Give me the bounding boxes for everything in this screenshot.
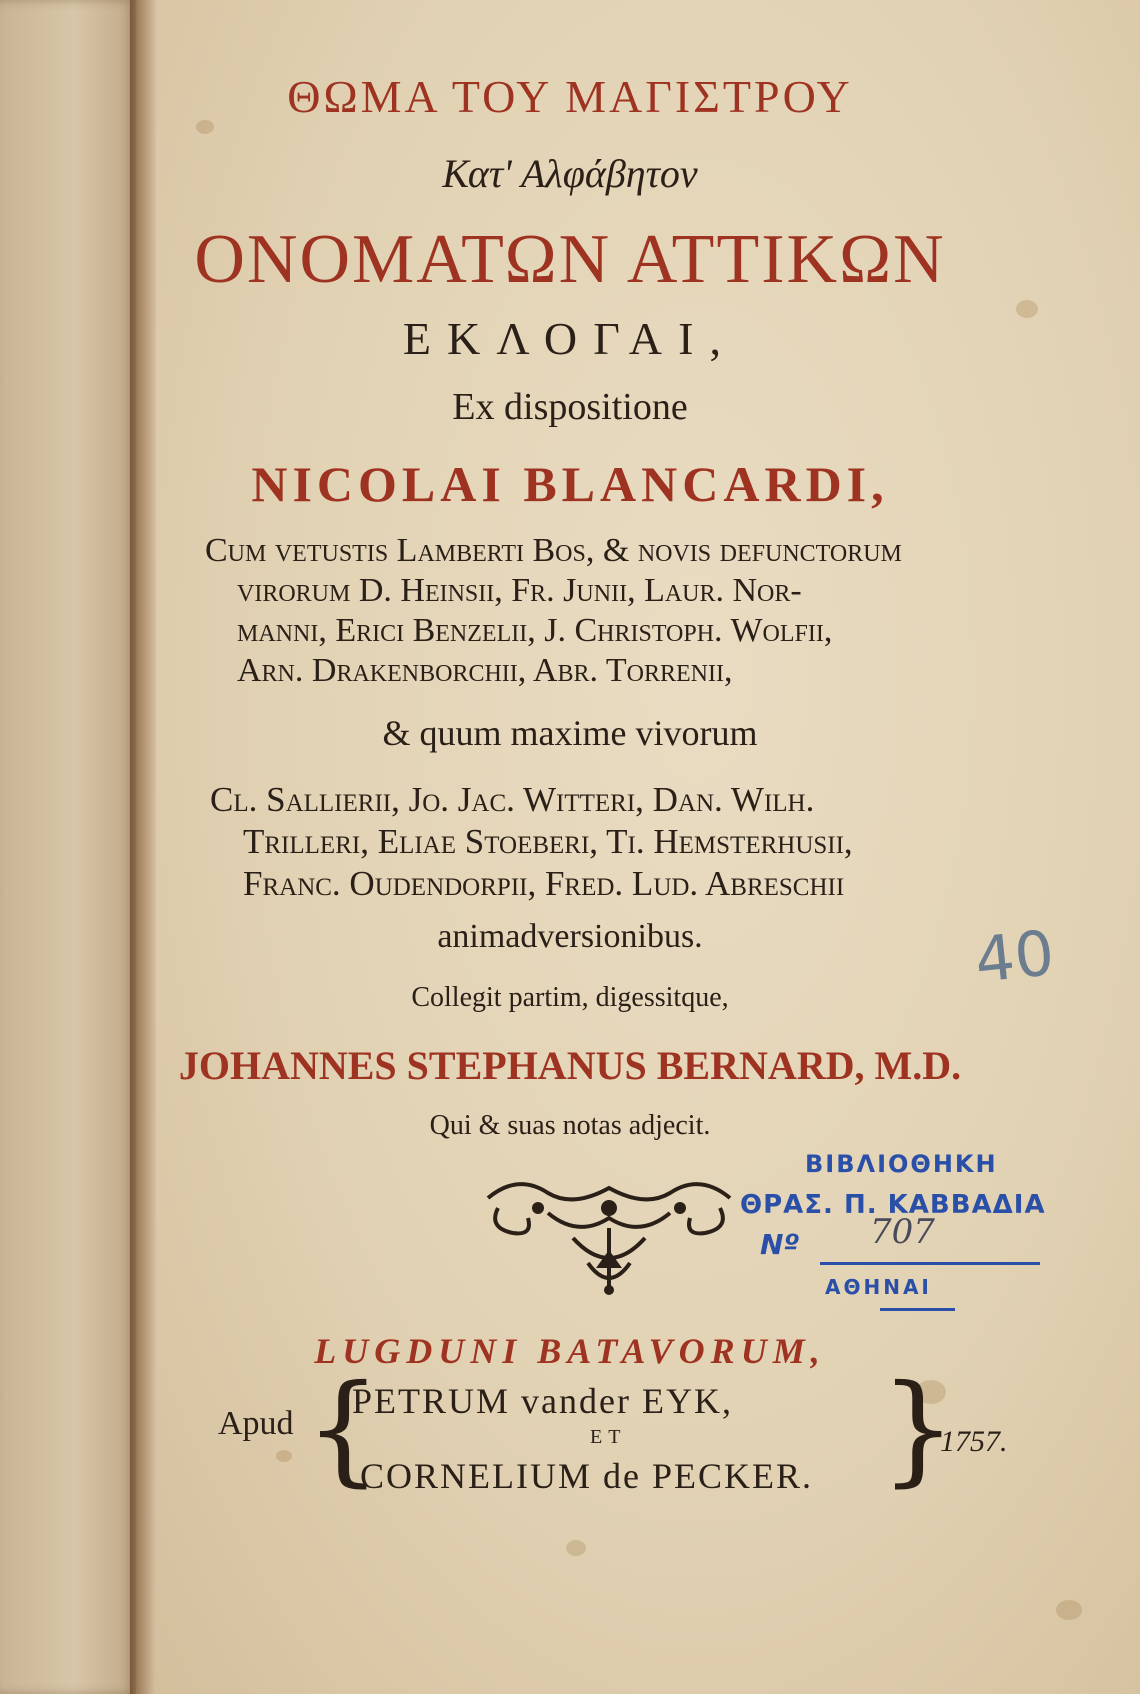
imprint-city: LUGDUNI BATAVORUM,: [314, 1331, 826, 1371]
scholars-line-1: Cl. Sallierii, Jo. Jac. Witteri, Dan. Wilh.: [210, 780, 815, 819]
qui-suas-notas-line: Qui & suas notas adjecit.: [429, 1110, 711, 1141]
stamp-library-label: ΒΙΒΛΙΟΘΗΚΗ: [805, 1150, 998, 1178]
compiler-name: JOHANNES STEPHANUS BERNARD, M.D.: [178, 1043, 962, 1088]
animadversionibus-line: animadversionibus.: [437, 918, 703, 955]
right-brace: }: [880, 1360, 957, 1499]
main-title-2: ΕΚΛΟΓΑΙ,: [402, 313, 738, 364]
foxing-spot: [566, 1540, 586, 1556]
subtitle-line: Κατ' Αλφάβητον: [442, 151, 698, 196]
stamp-number-label: Nº: [760, 1228, 800, 1261]
author-line: ΘΩΜΑ ΤΟΥ ΜΑΓΙΣΤΡΟΥ: [287, 71, 853, 122]
foxing-spot: [276, 1450, 292, 1462]
ex-dispositione-line: Ex dispositione: [452, 386, 688, 428]
printer-2: CORNELIUM de PECKER.: [360, 1456, 813, 1496]
stamp-underline: [820, 1262, 1040, 1265]
printer-1: PETRUM vander EYK,: [352, 1381, 733, 1421]
stamp-number-value: 707: [870, 1212, 935, 1252]
stamp-city-underline: [880, 1308, 955, 1311]
contributors-line-1: Cum vetustis Lamberti Bos, & novis defunctorum: [205, 532, 902, 569]
main-title: ΟΝΟΜΑΤΩΝ ΑΤΤΙΚΩΝ: [194, 221, 946, 298]
scholars-line-2: Trilleri, Eliae Stoeberi, Ti. Hemsterhusii,: [243, 822, 853, 861]
apud-label: Apud: [218, 1405, 294, 1442]
editor-name: NICOLAI BLANCARDI,: [251, 456, 889, 512]
et-label: ET: [590, 1426, 627, 1448]
stamp-city: ΑΘΗΝΑΙ: [825, 1275, 932, 1299]
collegit-line: Collegit partim, digessitque,: [411, 982, 729, 1013]
contributors-line-4: Arn. Drakenborchii, Abr. Torrenii,: [237, 652, 733, 689]
left-brace: {: [305, 1360, 382, 1499]
pencil-annotation: 40: [971, 916, 1058, 997]
quum-maxime-line: & quum maxime vivorum: [382, 713, 758, 753]
contributors-line-2: virorum D. Heinsii, Fr. Junii, Laur. Nor-: [237, 572, 802, 609]
foxing-spot: [1056, 1600, 1082, 1620]
publication-year: 1757.: [940, 1425, 1008, 1458]
printer-vignette-ornament: [478, 1168, 740, 1298]
stamp-owner-name: ΘΡΑΣ. Π. ΚΑΒΒΑΔΙΑ: [740, 1190, 1046, 1220]
scholars-line-3: Franc. Oudendorpii, Fred. Lud. Abreschii: [243, 864, 845, 903]
contributors-line-3: manni, Erici Benzelii, J. Christoph. Wolfii,: [237, 612, 833, 649]
